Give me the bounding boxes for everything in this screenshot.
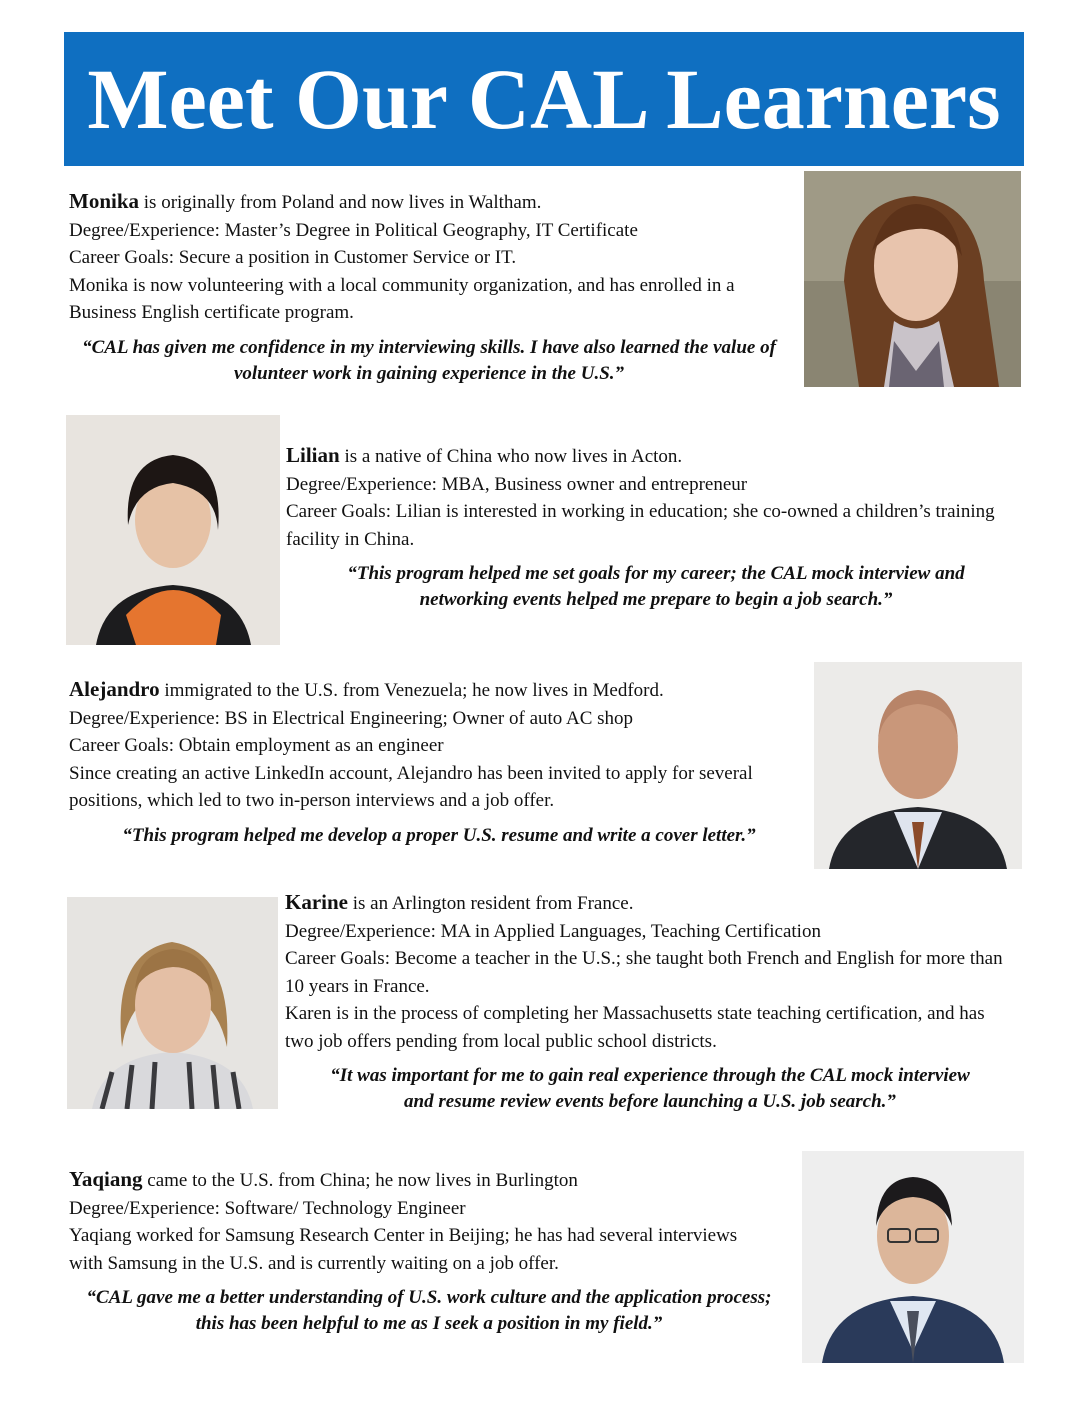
learner-quote: “CAL gave me a better understanding of U.S. work culture and the application process; this has been helpful to me as I seek a position in my field.” [86,1287,772,1334]
learner-degree: Degree/Experience: Software/ Technology Engineer [69,1197,466,1219]
learner-monika-photo [804,171,1021,387]
learner-lilian-photo [66,415,280,645]
learner-karine-text [285,889,1015,1115]
learner-extra: Monika is now volunteering with a local community organization, and has enrolled in a Business English certificate program. [69,274,735,323]
learner-extra: Since creating an active LinkedIn account, Alejandro has been invited to apply for several positions, which led to two in-person interviews and a job offer. [69,762,753,811]
learner-quote: “This program helped me set goals for my career; the CAL mock interview and networking events helped me prepare to begin a job search.” [347,563,965,610]
learner-name: Alejandro [69,677,160,701]
learner-name: Lilian [286,443,340,467]
learner-name: Karine [285,890,348,914]
learner-quote: “This program helped me develop a proper U.S. resume and write a cover letter.” [122,824,756,846]
learner-karine-photo [67,897,278,1109]
learner-name: Monika [69,189,140,213]
learner-intro: is originally from Poland and now lives in Waltham. [139,192,542,213]
learner-goals: Career Goals: Secure a position in Customer Service or IT. [69,247,517,268]
learner-yaqiang-photo [802,1151,1024,1363]
learner-lilian-text [286,442,1026,613]
learner-degree: Degree/Experience: MA in Applied Languages, Teaching Certification [285,920,821,942]
learner-quote: “It was important for me to gain real experience through the CAL mock interview and resume review events before launching a U.S. job search.” [330,1065,970,1112]
learner-extra: Yaqiang worked for Samsung Research Center in Beijing; he has had several interviews with Samsung in the U.S. and is currently waiting on a job offer. [69,1225,738,1274]
learner-degree: Degree/Experience: MBA, Business owner and entrepreneur [286,473,748,495]
learner-degree: Degree/Experience: BS in Electrical Engineering; Owner of auto AC shop [69,707,634,729]
learner-monika-text [69,188,789,387]
learner-intro: is an Arlington resident from France. [348,893,634,914]
page-title: Meet Our CAL Learners [87,51,1001,147]
learner-goals: Career Goals: Lilian is interested in working in education; she co-owned a children’s training facility in China. [286,501,995,550]
learner-goals: Career Goals: Become a teacher in the U.S.; she taught both French and English for more than 10 years in France. [285,948,1003,997]
learner-goals: Career Goals: Obtain employment as an engineer [69,735,444,756]
learner-intro: came to the U.S. from China; he now lives in Burlington [142,1170,578,1191]
learner-quote: “CAL has given me confidence in my interviewing skills. I have also learned the value of volunteer work in gaining experience in the U.S.” [82,336,776,384]
learner-name: Yaqiang [69,1167,143,1191]
learner-extra: Karen is in the process of completing her Massachusetts state teaching certification, and has two job offers pending from local public school districts. [285,1003,985,1052]
learner-alejandro-photo [814,662,1022,869]
learner-intro: immigrated to the U.S. from Venezuela; he now lives in Medford. [159,680,664,701]
learner-yaqiang-text [69,1166,789,1337]
learner-alejandro-text [69,676,809,849]
title-banner [64,32,1024,166]
learner-intro: is a native of China who now lives in Acton. [339,446,683,467]
learner-degree: Degree/Experience: Master’s Degree in Political Geography, IT Certificate [69,219,638,241]
